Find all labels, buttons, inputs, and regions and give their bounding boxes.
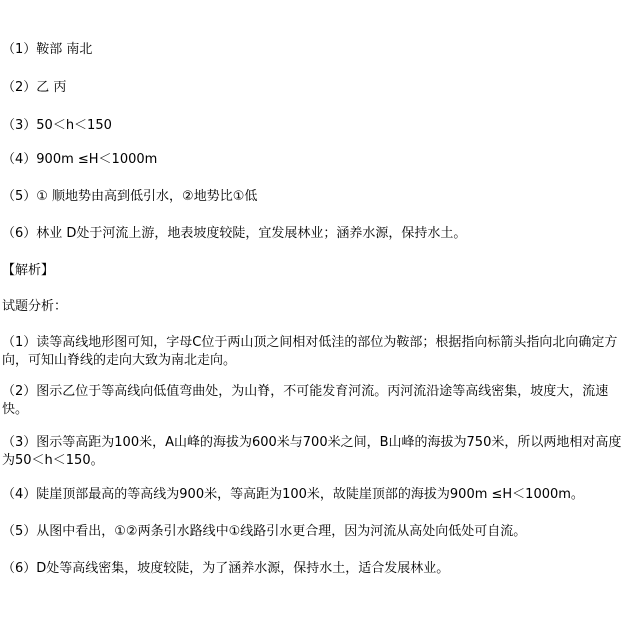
analysis-item-5: （5）从图中看出，①②两条引水路线中①线路引水更合理，因为河流从高处向低处可自流。 bbox=[2, 524, 527, 539]
answer-3: （3）50＜h＜150 bbox=[2, 118, 112, 133]
answer-1: （1）鞍部 南北 bbox=[2, 42, 93, 57]
analysis-intro: 试题分析： bbox=[2, 299, 68, 314]
answer-5: （5）① 顺地势由高到低引水，②地势比①低 bbox=[2, 189, 258, 204]
answer-2: （2）乙 丙 bbox=[2, 80, 67, 95]
analysis-item-4: （4）陡崖顶部最高的等高线为900米，等高距为100米，故陡崖顶部的海拔为900m ≤H＜1000m。 bbox=[2, 487, 584, 502]
answer-4: （4）900m ≤H＜1000m bbox=[2, 152, 158, 167]
analysis-item-2: （2）图示乙位于等高线向低值弯曲处，为山脊，不可能发育河流。丙河流沿途等高线密集，坡度大，流速快。 bbox=[2, 384, 609, 417]
answer-6: （6）林业 D处于河流上游，地表坡度较陡，宜发展林业；涵养水源，保持水土。 bbox=[2, 226, 467, 241]
analysis-heading: 【解析】 bbox=[2, 263, 55, 278]
analysis-item-3: （3）图示等高距为100米，A山峰的海拔为600米与700米之间，B山峰的海拔为750米，所以两地相对高度为50＜h＜150。 bbox=[2, 435, 622, 468]
analysis-item-1: （1）读等高线地形图可知，字母C位于两山顶之间相对低洼的部位为鞍部；根据指向标箭头指向北向确定方向，可知山脊线的走向大致为南北走向。 bbox=[2, 335, 618, 368]
analysis-item-6: （6）D处等高线密集，坡度较陡，为了涵养水源，保持水土，适合发展林业。 bbox=[2, 561, 450, 576]
